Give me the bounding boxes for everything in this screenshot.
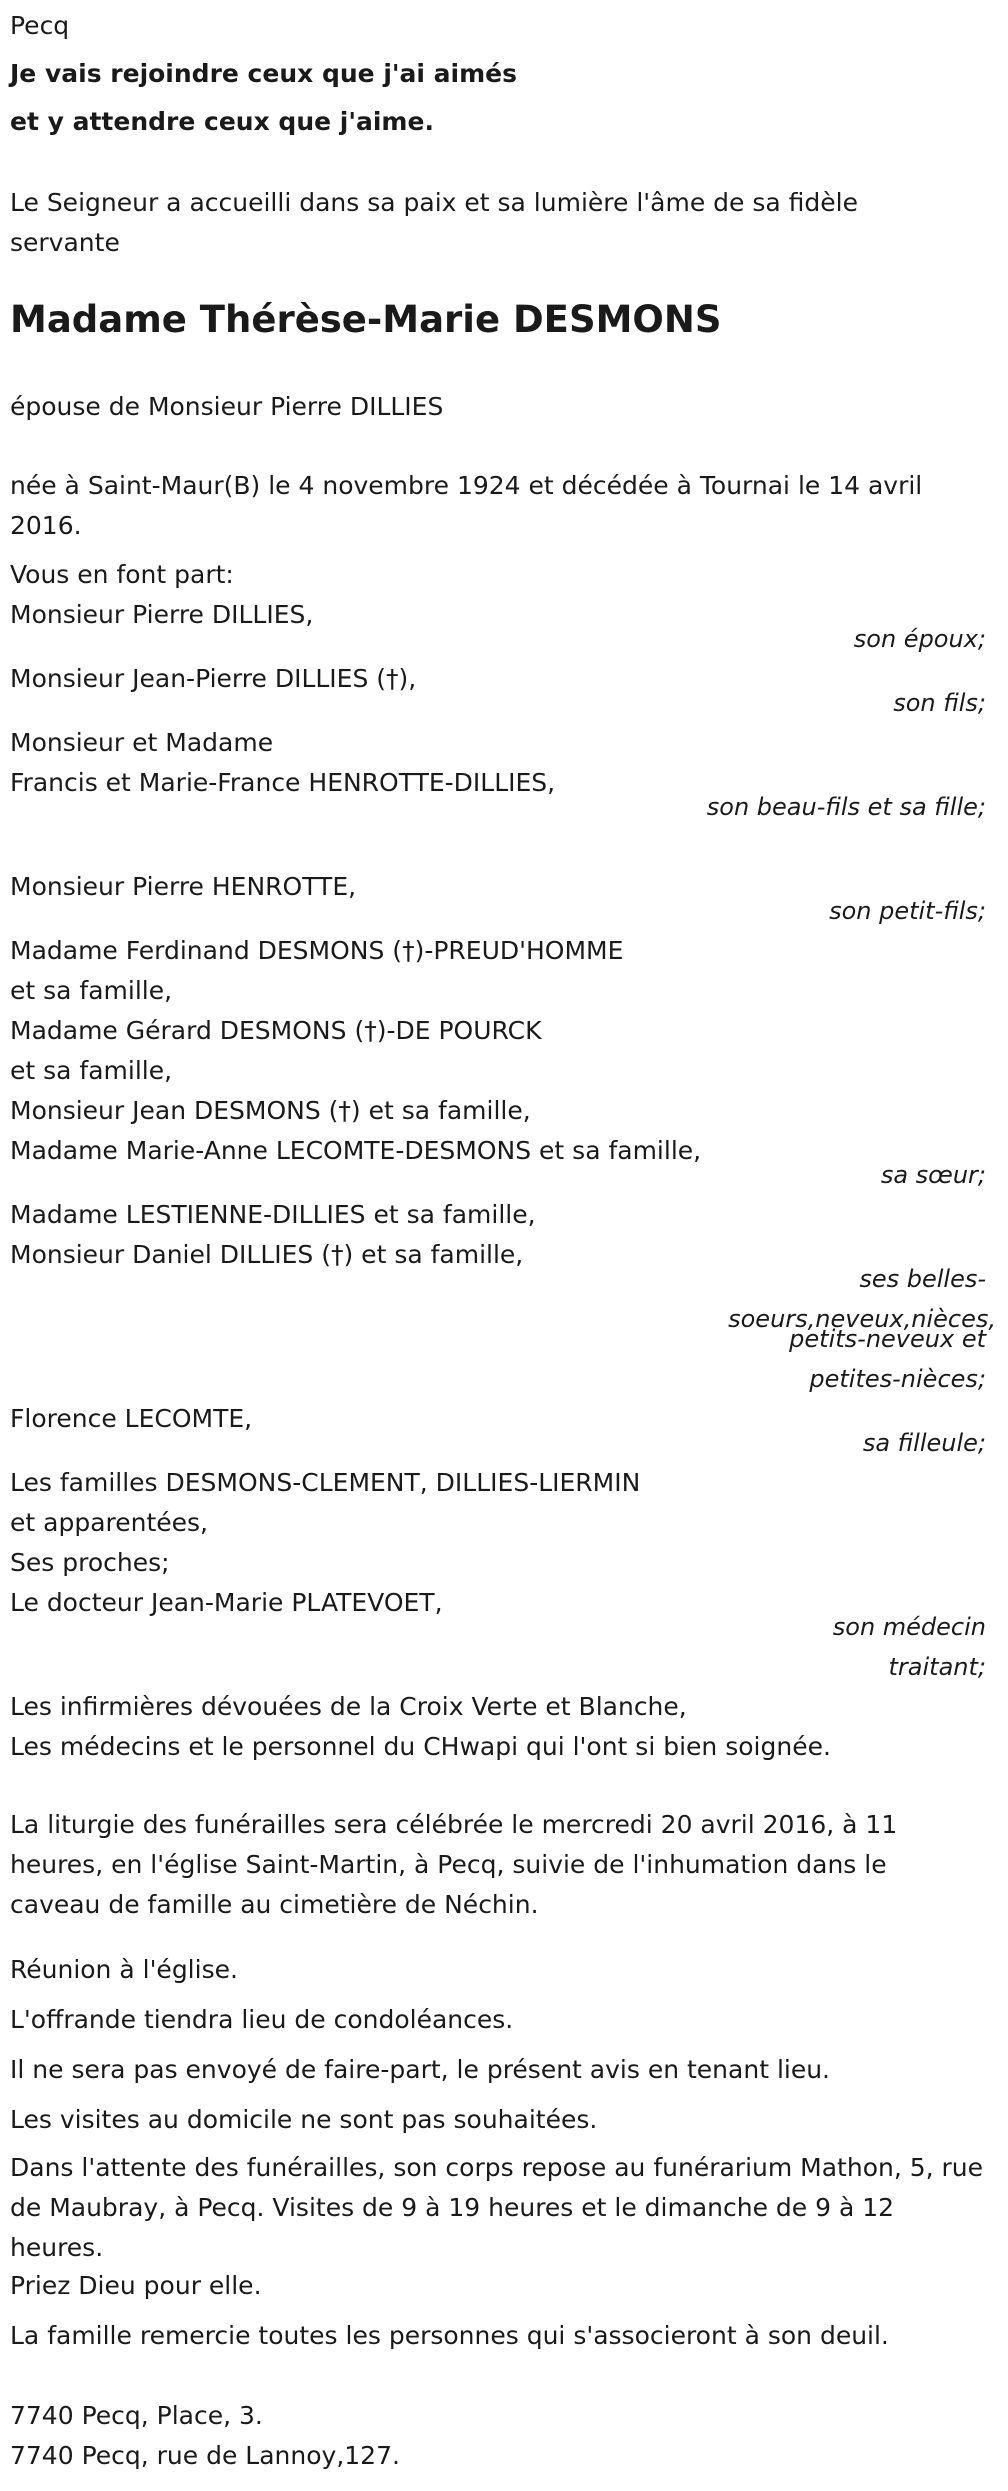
- family-line: et sa famille,: [10, 1056, 173, 1085]
- family-role: son fils;: [893, 689, 986, 717]
- deceased-name: Madame Thérèse-Marie DESMONS: [10, 298, 722, 341]
- family-line: Le docteur Jean-Marie PLATEVOET,: [10, 1588, 443, 1617]
- family-line: et sa famille,: [10, 976, 173, 1005]
- prayer-text: Priez Dieu pour elle.: [10, 2271, 262, 2300]
- offering-text: L'offrande tiendra lieu de condoléances.: [10, 2005, 514, 2034]
- family-line: Monsieur Pierre DILLIES,: [10, 600, 314, 629]
- family-role: son médecin traitant;: [832, 1613, 986, 1681]
- intro-text: Le Seigneur a accueilli dans sa paix et sa lumière l'âme de sa fidèle servante: [10, 188, 858, 257]
- family-line: et apparentées,: [10, 1508, 208, 1537]
- address-line: 7740 Pecq, Place, 3.: [10, 2401, 263, 2430]
- family-line: Les infirmières dévouées de la Croix Verte et Blanche,: [10, 1692, 687, 1721]
- family-line: Monsieur Jean DESMONS (†) et sa famille,: [10, 1096, 531, 1125]
- family-intro: Vous en font part:: [10, 560, 234, 589]
- family-role: sa filleule;: [862, 1429, 986, 1457]
- family-line: Les médecins et le personnel du CHwapi qui l'ont si bien soignée.: [10, 1732, 831, 1761]
- address-line: 7740 Pecq, rue de Lannoy,127.: [10, 2441, 400, 2470]
- family-line: Monsieur Daniel DILLIES (†) et sa famille,: [10, 1240, 524, 1269]
- family-role-line: petites-nièces;: [809, 1365, 986, 1393]
- family-line: Les familles DESMONS-CLEMENT, DILLIES-LIERMIN: [10, 1468, 641, 1497]
- family-role-line: ses belles-: [859, 1265, 986, 1293]
- verse-line-1: Je vais rejoindre ceux que j'ai aimés: [10, 59, 518, 88]
- family-line: Monsieur Jean-Pierre DILLIES (†),: [10, 664, 417, 693]
- family-line: Madame Ferdinand DESMONS (†)-PREUD'HOMME: [10, 936, 624, 965]
- family-line: Monsieur et Madame: [10, 728, 274, 757]
- family-line: Francis et Marie-France HENROTTE-DILLIES,: [10, 768, 556, 797]
- place-heading: Pecq: [10, 11, 70, 40]
- liturgy-text: La liturgie des funérailles sera célébrée le mercredi 20 avril 2016, à 11 heures, en l'église Saint-Martin, à Pecq, suivie de l'inhumation dans le caveau de famille au cimetière de Néchin.: [10, 1810, 898, 1919]
- family-role: son époux;: [853, 625, 986, 653]
- spouse-line: épouse de Monsieur Pierre DILLIES: [10, 392, 444, 421]
- birth-death-line: née à Saint-Maur(B) le 4 novembre 1924 et décédée à Tournai le 14 avril 2016.: [10, 471, 923, 540]
- family-line: Florence LECOMTE,: [10, 1404, 253, 1433]
- family-role: sa sœur;: [880, 1161, 986, 1189]
- family-role-line: petits-neveux et: [789, 1325, 986, 1353]
- no-announcement-text: Il ne sera pas envoyé de faire-part, le présent avis en tenant lieu.: [10, 2055, 831, 2084]
- family-line: Madame Gérard DESMONS (†)-DE POURCK: [10, 1016, 542, 1045]
- family-line: Madame Marie-Anne LECOMTE-DESMONS et sa famille,: [10, 1136, 702, 1165]
- no-visits-text: Les visites au domicile ne sont pas souhaitées.: [10, 2105, 598, 2134]
- thanks-text: La famille remercie toutes les personnes qui s'associeront à son deuil.: [10, 2321, 889, 2350]
- family-line: Madame LESTIENNE-DILLIES et sa famille,: [10, 1200, 536, 1229]
- family-role-line: soeurs,neveux,nièces,: [728, 1305, 996, 1333]
- family-role: son beau-fils et sa fille;: [706, 793, 986, 821]
- rest-text: Dans l'attente des funérailles, son corps repose au funérarium Mathon, 5, rue de Maubray, à Pecq. Visites de 9 à 19 heures et le dimanche de 9 à 12 heures.: [10, 2153, 984, 2262]
- meeting-text: Réunion à l'église.: [10, 1955, 238, 1984]
- family-line: Ses proches;: [10, 1548, 170, 1577]
- family-line: Monsieur Pierre HENROTTE,: [10, 872, 357, 901]
- verse-line-2: et y attendre ceux que j'aime.: [10, 107, 434, 136]
- family-role: son petit-fils;: [829, 897, 986, 925]
